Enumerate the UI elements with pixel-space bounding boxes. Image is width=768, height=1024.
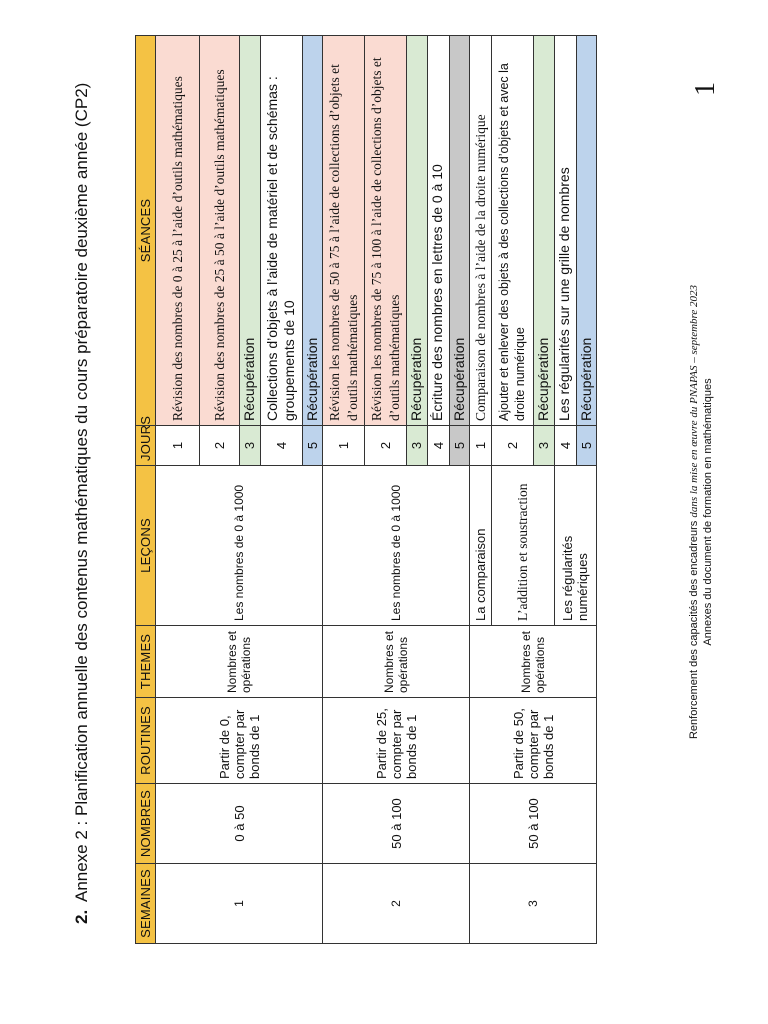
day-number: 2 [492, 426, 534, 466]
title-number: 2. [72, 909, 91, 924]
seance: Ajouter et enlever des objets à des collections d’objets et avec la droite numérique [492, 36, 534, 426]
planning-table [135, 35, 597, 944]
routine: Partir de 0, compter par bonds de 1 [156, 698, 323, 784]
page-number: 1 [690, 82, 721, 96]
seance: Révision des nombres de 25 à 50 à l’aide d’outils mathématiques [200, 36, 240, 426]
day-number: 1 [156, 426, 200, 466]
theme: Nombres et opérations [470, 626, 597, 698]
lecon: Les nombres de 0 à 1000 [156, 466, 323, 626]
week-number: 2 [323, 864, 470, 944]
header-seances: SÉANCES [136, 36, 156, 426]
seance: Collections d’objets à l’aide de matériel et de schémas : groupements de 10 [260, 36, 302, 426]
header-row [136, 36, 156, 944]
header-routines: ROUTINES [136, 698, 156, 784]
day-number: 2 [365, 426, 407, 466]
number-range: 0 à 50 [156, 784, 323, 864]
lecon: Les nombres de 0 à 1000 [323, 466, 470, 626]
day-number: 5 [576, 426, 597, 466]
seance-recuperation: Récupération [449, 36, 470, 426]
table-row [470, 36, 492, 944]
footer-line-2: Annexes du document de formation en mathématiques [701, 378, 714, 646]
day-number: 4 [260, 426, 302, 466]
day-number: 1 [470, 426, 492, 466]
lecon: La comparaison [470, 466, 492, 626]
page-footer [688, 0, 716, 1024]
seance-recuperation: Récupération [407, 36, 428, 426]
header-semaines: SEMAINES [136, 864, 156, 944]
header-nombres: NOMBRES [136, 784, 156, 864]
table-row [156, 36, 200, 944]
seance: Les régularités sur une grille de nombres [554, 36, 576, 426]
footer-line-1 [688, 0, 702, 1024]
week-number: 1 [156, 864, 323, 944]
seance: Écriture des nombres en lettres de 0 à 10 [427, 36, 449, 426]
number-range: 50 à 100 [470, 784, 597, 864]
footer-text-b: dans la mise en œuvre du PNAPAS – septembre 2023 [688, 284, 700, 518]
theme: Nombres et opérations [156, 626, 323, 698]
routine: Partir de 50, compter par bonds de 1 [470, 698, 597, 784]
lecon: L’addition et soustraction [492, 466, 555, 626]
seance-recuperation: Récupération [534, 36, 555, 426]
day-number: 4 [554, 426, 576, 466]
footer-text-a: Renforcement des capacités des encadreurs [688, 520, 700, 740]
header-themes: THEMES [136, 626, 156, 698]
day-number: 2 [200, 426, 240, 466]
seance-recuperation: Récupération [240, 36, 261, 426]
day-number: 5 [449, 426, 470, 466]
theme: Nombres et opérations [323, 626, 470, 698]
seance-recuperation: Récupération [302, 36, 323, 426]
day-number: 3 [407, 426, 428, 466]
seance: Révision les nombres de 75 à 100 à l’aide de collections d’objets et d’outils mathématiques [365, 36, 407, 426]
seance: Révision les nombres de 50 à 75 à l’aide de collections d’objets et d’outils mathématiques [323, 36, 365, 426]
seance: Comparaison de nombres à l’aide de la droite numérique [470, 36, 492, 426]
week-number: 3 [470, 864, 597, 944]
number-range: 50 à 100 [323, 784, 470, 864]
seance: Révision des nombres de 0 à 25 à l’aide d’outils mathématiques [156, 36, 200, 426]
header-jours: JOURS [136, 426, 156, 466]
day-number: 4 [427, 426, 449, 466]
routine: Partir de 25, compter par bonds de 1 [323, 698, 470, 784]
day-number: 5 [302, 426, 323, 466]
table-row [323, 36, 365, 944]
header-lecons: LEÇONS [136, 466, 156, 626]
lecon: Les régularités numériques [554, 466, 597, 626]
page-title [72, 82, 92, 924]
seance-recuperation: Récupération [576, 36, 597, 426]
title-text: Annexe 2 : Planification annuelle des contenus mathématiques du cours préparatoire deuxième année (CP2) [72, 82, 91, 903]
day-number: 3 [534, 426, 555, 466]
day-number: 1 [323, 426, 365, 466]
day-number: 3 [240, 426, 261, 466]
